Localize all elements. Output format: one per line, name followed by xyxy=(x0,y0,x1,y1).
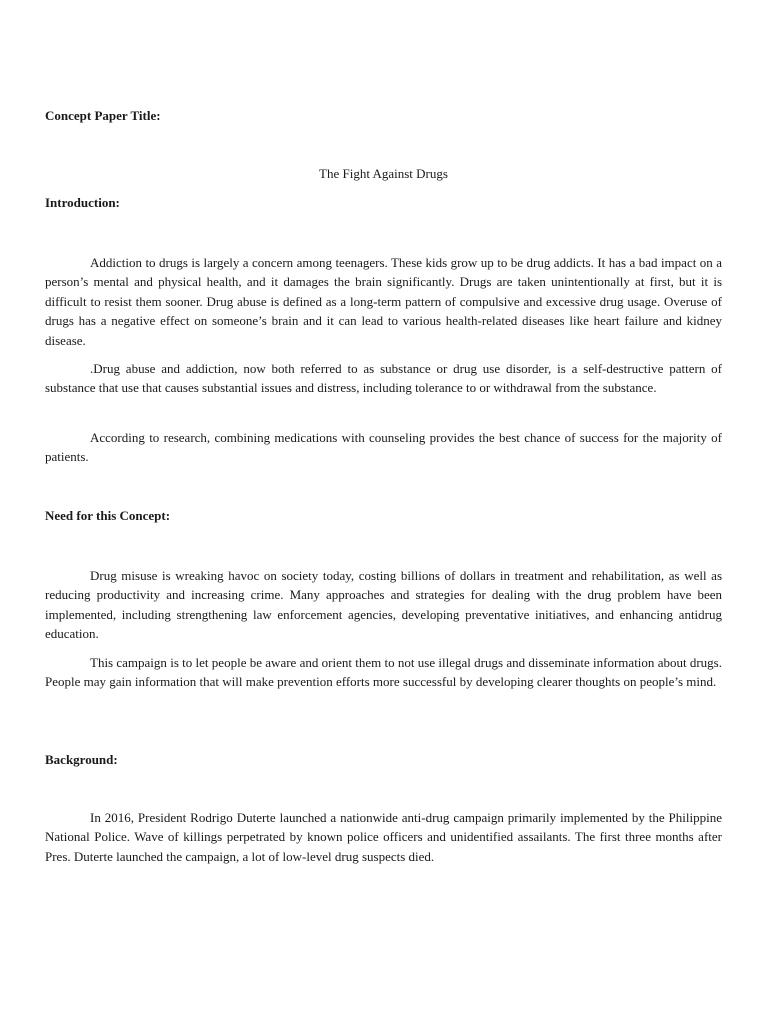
paper-title: The Fight Against Drugs xyxy=(319,166,448,181)
need-paragraph-2: This campaign is to let people be aware and orient them to not use illegal drugs and disseminate information about drugs. People may gain information that will make prevention efforts more successful by developing clearer thoughts on people’s mind. xyxy=(45,655,722,690)
introduction-paragraph-3: According to research, combining medications with counseling provides the best chance of success for the majority of patients. xyxy=(45,430,722,465)
introduction-paragraph-2: .Drug abuse and addiction, now both referred to as substance or drug use disorder, is a self-destructive pattern of substance that use that causes substantial issues and distress, including tolerance to or withdrawal from the substance. xyxy=(45,361,722,396)
need-paragraph-1: Drug misuse is wreaking havoc on society today, costing billions of dollars in treatment and rehabilitation, as well as reducing productivity and increasing crime. Many approaches and strategies for dealing with the drug problem have been implemented, including strengthening law enforcement agencies, developing preventative initiatives, and enhancing antidrug education. xyxy=(45,568,722,642)
background-heading: Background: xyxy=(45,752,118,767)
concept-paper-title-heading: Concept Paper Title: xyxy=(45,108,161,123)
need-heading: Need for this Concept: xyxy=(45,508,171,523)
introduction-paragraph-1: Addiction to drugs is largely a concern among teenagers. These kids grow up to be drug addicts. It has a bad impact on a person’s mental and physical health, and it damages the brain significantly. Drugs are taken unintentionally at first, but it is difficult to resist them sooner. Drug abuse is defined as a long-term pattern of compulsive and excessive drug usage. Overuse of drugs has a negative effect on someone’s brain and it can lead to various health-related diseases like heart failure and kidney disease. xyxy=(45,255,722,348)
background-paragraph-1: In 2016, President Rodrigo Duterte launched a nationwide anti-drug campaign primarily implemented by the Philippine National Police. Wave of killings perpetrated by known police officers and unidentified assailants. The first three months after Pres. Duterte launched the campaign, a lot of low-level drug suspects died. xyxy=(45,810,722,864)
introduction-heading: Introduction: xyxy=(45,195,120,210)
